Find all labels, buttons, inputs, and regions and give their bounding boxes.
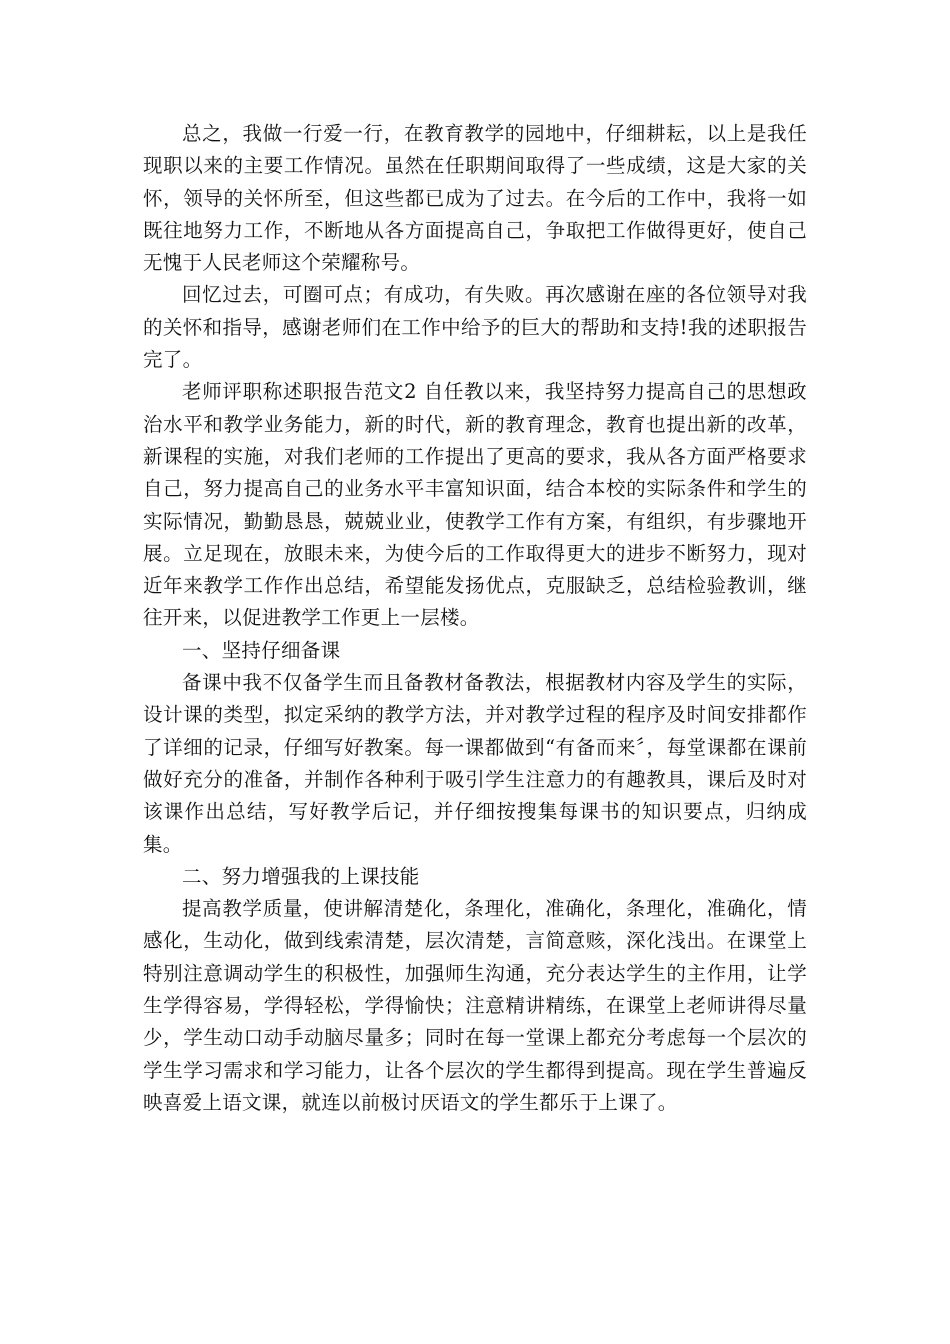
section-heading-teaching-skills: 二、努力增强我的上课技能 [182,864,420,888]
section-heading-lesson-prep: 一、坚持仔细备课 [182,638,341,662]
paragraph-sample-2-intro: 老师评职称述职报告范文2 自任教以来，我坚持努力提高自己的思想政治水平和教学业务能力，新的时代，新的教育理念，教育也提出新的改革，新课程的实施，对我们老师的工作提出了更高的要求，我从各方面严格要求自己，努力提高自己的业务水平丰富知识面，结合本校的实际条件和学生的实际情况，勤勤恳恳，兢兢业业，使教学工作有方案，有组织，有步骤地开展。立足现在，放眼未来，为使今后的工作取得更大的进步不断努力，现对近年来教学工作作出总结，希望能发扬优点，克服缺乏，总结检验教训，继往开来，以促进教学工作更上一层楼。 [143,380,807,630]
paragraph-teaching-skills: 提高教学质量，使讲解清楚化，条理化，准确化，条理化，准确化，情感化，生动化，做到线索清楚，层次清楚，言简意赅，深化浅出。在课堂上特别注意调动学生的积极性，加强师生沟通，充分表达学生的主作用，让学生学得容易，学得轻松，学得愉快；注意精讲精练，在课堂上老师讲得尽量少，学生动口动手动脑尽量多；同时在每一堂课上都充分考虑每一个层次的学生学习需求和学习能力，让各个层次的学生都得到提高。现在学生普遍反映喜爱上语文课，就连以前极讨厌语文的学生都乐于上课了。 [143,897,807,1114]
paragraph-review: 回忆过去，可圈可点；有成功，有失败。再次感谢在座的各位领导对我的关怀和指导，感谢老师们在工作中给予的巨大的帮助和支持!我的述职报告完了。 [143,283,807,372]
document-body [143,118,807,1119]
paragraph-summary: 总之，我做一行爱一行，在教育教学的园地中，仔细耕耘，以上是我任现职以来的主要工作情况。虽然在任职期间取得了一些成绩，这是大家的关怀，领导的关怀所至，但这些都已成为了过去。在今后的工作中，我将一如既往地努力工作，不断地从各方面提高自己，争取把工作做得更好，使自己无愧于人民老师这个荣耀称号。 [143,122,807,275]
paragraph-lesson-prep: 备课中我不仅备学生而且备教材备教法，根据教材内容及学生的实际，设计课的类型，拟定采纳的教学方法，并对教学过程的程序及时间安排都作了详细的记录，仔细写好教案。每一课都做到“有备而来〞，每堂课都在课前做好充分的准备，并制作各种利于吸引学生注意力的有趣教具，课后及时对该课作出总结，写好教学后记，并仔细按搜集每课书的知识要点，归纳成集。 [143,671,807,856]
